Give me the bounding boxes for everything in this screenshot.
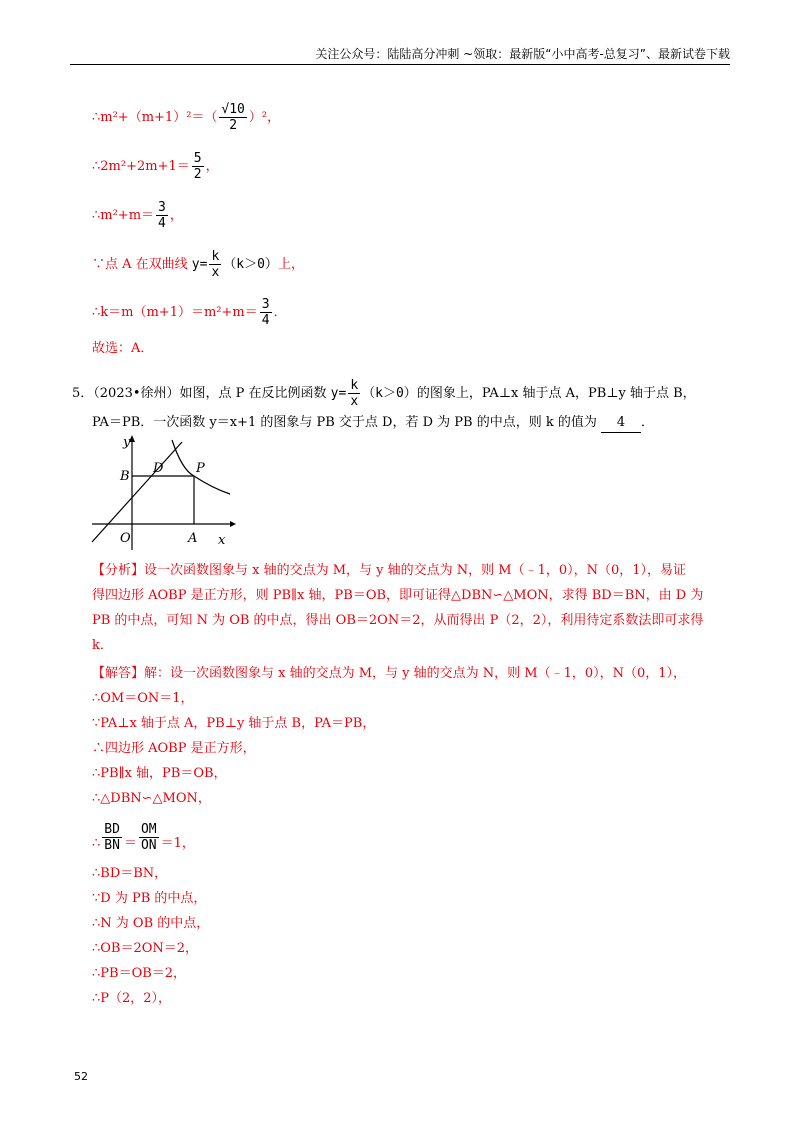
analysis-line: PB 的中点，可知 N 为 OB 的中点，得出 OB＝2ON＝2，从而得出 P（2，2），利用待定系数法即可求得 — [92, 613, 704, 628]
label-x: x — [218, 533, 226, 548]
solution-line: ∴PB∥x 轴，PB＝OB， — [92, 766, 227, 781]
problem-text: 的图象上，PA⊥x 轴于点 A，PB⊥y 轴于点 B， — [416, 386, 696, 401]
label-b: B — [120, 469, 130, 484]
answer-blank: 4 — [601, 414, 641, 433]
label-p: P — [196, 461, 205, 476]
solution-line: 【解答】解：设一次函数图象与 x 轴的交点为 M，与 y 轴的交点为 N，则 M（﹣1，0），N（0，1）， — [92, 666, 687, 681]
numerator: 3 — [158, 200, 166, 215]
equation-text: ． — [273, 305, 287, 320]
problem-text: 5．（2023•徐州）如图，点 P 在反比例函数 — [72, 386, 331, 401]
analysis-line: 【分析】设一次函数图象与 x 轴的交点为 M，与 y 轴的交点为 N，则 M（﹣1，0），N（0，1），易证 — [92, 563, 687, 578]
equation-text: ∴k＝m（m+1）＝m²+m＝ — [92, 305, 258, 320]
fraction — [260, 297, 272, 328]
numerator: BD — [104, 822, 120, 837]
numerator: 3 — [261, 297, 270, 312]
page-number: 52 — [74, 1070, 88, 1083]
coordinate-figure — [90, 432, 240, 552]
problem-statement-2 — [92, 414, 654, 433]
solution-line: ∴△DBN∽△MON， — [92, 791, 211, 806]
solution-line: 故选：A． — [92, 341, 154, 356]
equation-text: ∴m²+m＝ — [92, 208, 155, 223]
analysis-line: k． — [92, 638, 113, 653]
problem-text: PA＝PB．一次函数 y＝x+1 的图象与 PB 交于点 D，若 D 为 PB 的中点，则 k 的值为 — [92, 415, 601, 430]
page-header: 关注公众号：陆陆高分冲刺 ~领取：最新版“小中高考-总复习”、最新试卷下载 — [70, 44, 730, 65]
equation-text: ∴m²+（m+1）²＝（ — [92, 110, 218, 125]
condition-text: （k＞0） — [223, 256, 278, 272]
fraction — [209, 249, 221, 280]
equation-text: ＝1， — [160, 836, 195, 851]
fraction-om-on — [139, 822, 159, 853]
solution-line — [92, 200, 183, 231]
solution-line — [92, 297, 287, 328]
numerator: k — [211, 249, 220, 264]
fraction — [156, 200, 168, 231]
equation-text: ， — [169, 208, 183, 223]
denominator: BN — [104, 838, 120, 853]
label-a: A — [188, 531, 198, 546]
solution-line: ∴P（2，2）， — [92, 991, 172, 1006]
denominator: ON — [140, 838, 157, 853]
fraction — [192, 151, 204, 182]
equation-text: 上， — [277, 257, 304, 272]
numerator: 5 — [193, 151, 202, 166]
fraction-bd-bn — [102, 822, 122, 853]
solution-line: ∴四边形 AOBP 是正方形， — [92, 741, 256, 756]
solution-line: ∵PA⊥x 轴于点 A，PB⊥y 轴于点 B，PA＝PB， — [92, 716, 376, 731]
fraction — [219, 102, 246, 133]
equation-text: ∴2m²+2m+1＝ — [92, 159, 190, 174]
problem-statement — [72, 378, 696, 409]
denominator: 4 — [261, 313, 270, 328]
x-axis-arrow — [230, 521, 236, 527]
equals-sign: ＝ — [123, 836, 137, 851]
solution-line: ∴N 为 OB 的中点， — [92, 916, 210, 931]
numerator: k — [350, 378, 359, 393]
equation-text: ， — [205, 159, 219, 174]
function-y: y= — [191, 256, 208, 272]
solution-line: ∴OB＝2ON＝2， — [92, 941, 199, 956]
label-d: D — [153, 461, 164, 476]
equation-text: ）²， — [248, 110, 281, 125]
numerator: OM — [140, 822, 157, 837]
condition-text: （k＞0） — [362, 385, 417, 401]
equation-text: ∵点 A 在双曲线 — [92, 257, 192, 272]
denominator: x — [350, 394, 359, 409]
denominator: x — [211, 265, 220, 280]
solution-line: ∴BD＝BN， — [92, 866, 168, 881]
solution-line: ∴OM＝ON＝1， — [92, 691, 194, 706]
denominator: 2 — [193, 167, 202, 182]
denominator: 2 — [229, 118, 238, 133]
solution-line — [92, 249, 304, 280]
fraction — [348, 378, 360, 409]
solution-line: ∴PB＝OB＝2， — [92, 966, 187, 981]
solution-line — [92, 151, 219, 182]
therefore-symbol: ∴ — [92, 836, 101, 851]
solution-line — [92, 102, 280, 133]
numerator: √10 — [221, 102, 245, 117]
line-y-x-plus-1 — [92, 442, 182, 542]
label-o: O — [120, 531, 131, 546]
analysis-line: 得四边形 AOBP 是正方形，则 PB∥x 轴，PB＝OB，即可证得△DBN∽△MON，求得 BD＝BN，由 D 为 — [92, 588, 704, 603]
label-y: y — [123, 435, 131, 450]
function-y: y= — [330, 385, 347, 401]
solution-line: ∵D 为 PB 的中点， — [92, 891, 207, 906]
problem-text: ． — [641, 415, 655, 430]
denominator: 4 — [158, 216, 166, 231]
solution-line — [92, 822, 195, 853]
